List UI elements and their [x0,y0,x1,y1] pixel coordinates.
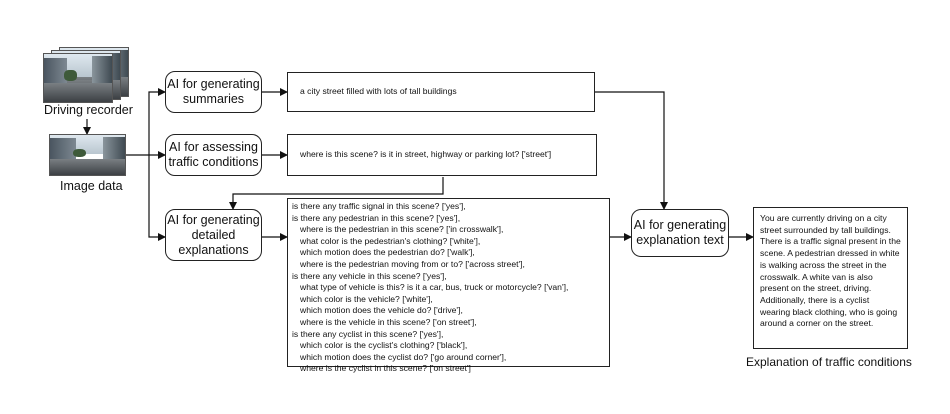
ai-explanation-box: AI for generating explanation text [631,209,729,257]
driving-recorder-label: Driving recorder [44,103,133,117]
detailed-qa-list [288,199,609,375]
image-data-thumbnail [49,134,126,176]
qa-line: which color is the cyclist's clothing? ['black'], [300,340,468,351]
summary-output-box [287,72,595,112]
qa-line: which motion does the cyclist do? ['go around corner'], [300,351,507,362]
detailed-output-box [287,198,610,374]
qa-line: is there any vehicle in this scene? ['yes'], [292,270,447,281]
qa-line: which motion does the pedestrian do? ['walk'], [300,247,475,258]
arrow-branch-summaries [149,92,165,155]
qa-line: is there any traffic signal in this scene? ['yes'], [292,201,466,211]
qa-line: where is the vehicle in this scene? ['on street'], [300,316,477,327]
image-data-label: Image data [60,179,123,193]
qa-line: which color is the vehicle? ['white'], [300,293,433,304]
arrow-branch-detailed [149,155,165,237]
ai-summaries-box: AI for generating summaries [165,71,262,113]
explanation-output-text: You are currently driving on a city street surrounded by tall buildings. There is a traffic signal present in the scene. A pedestrian dressed in white is walking across the street in the crosswalk. A white van is also present on the street, driving. Additionally, there is a cyclist wearing black clothing, who is going around a corner on the street. [760,213,901,329]
qa-line: what type of vehicle is this? is it a car, bus, truck or motorcycle? ['van'], [300,282,569,293]
qa-line: where is the pedestrian in this scene? ['in crosswalk'], [300,224,504,235]
qa-line: where is the cyclist in this scene? ['on street'] [300,363,471,374]
qa-line: what color is the pedestrian's clothing? ['white'], [300,235,481,246]
qa-line: which motion does the vehicle do? ['drive'], [300,305,463,316]
recorder-frame-front [43,53,113,103]
arrow-summary-to-explanation [595,92,664,209]
ai-detailed-box: AI for generating detailed explanations [165,209,262,261]
qa-line: is there any cyclist in this scene? ['yes'], [292,328,444,339]
traffic-output-text: where is this scene? is it in street, highway or parking lot? ['street'] [300,149,552,160]
explanation-caption: Explanation of traffic conditions [746,355,912,369]
explanation-output-box [753,207,908,349]
ai-traffic-box: AI for assessing traffic conditions [165,134,262,176]
summary-output-text: a city street filled with lots of tall buildings [300,86,457,97]
qa-line: where is the pedestrian moving from or to? ['across street'], [300,258,525,269]
traffic-output-box [287,134,597,176]
qa-line: is there any pedestrian in this scene? ['yes'], [292,212,461,223]
